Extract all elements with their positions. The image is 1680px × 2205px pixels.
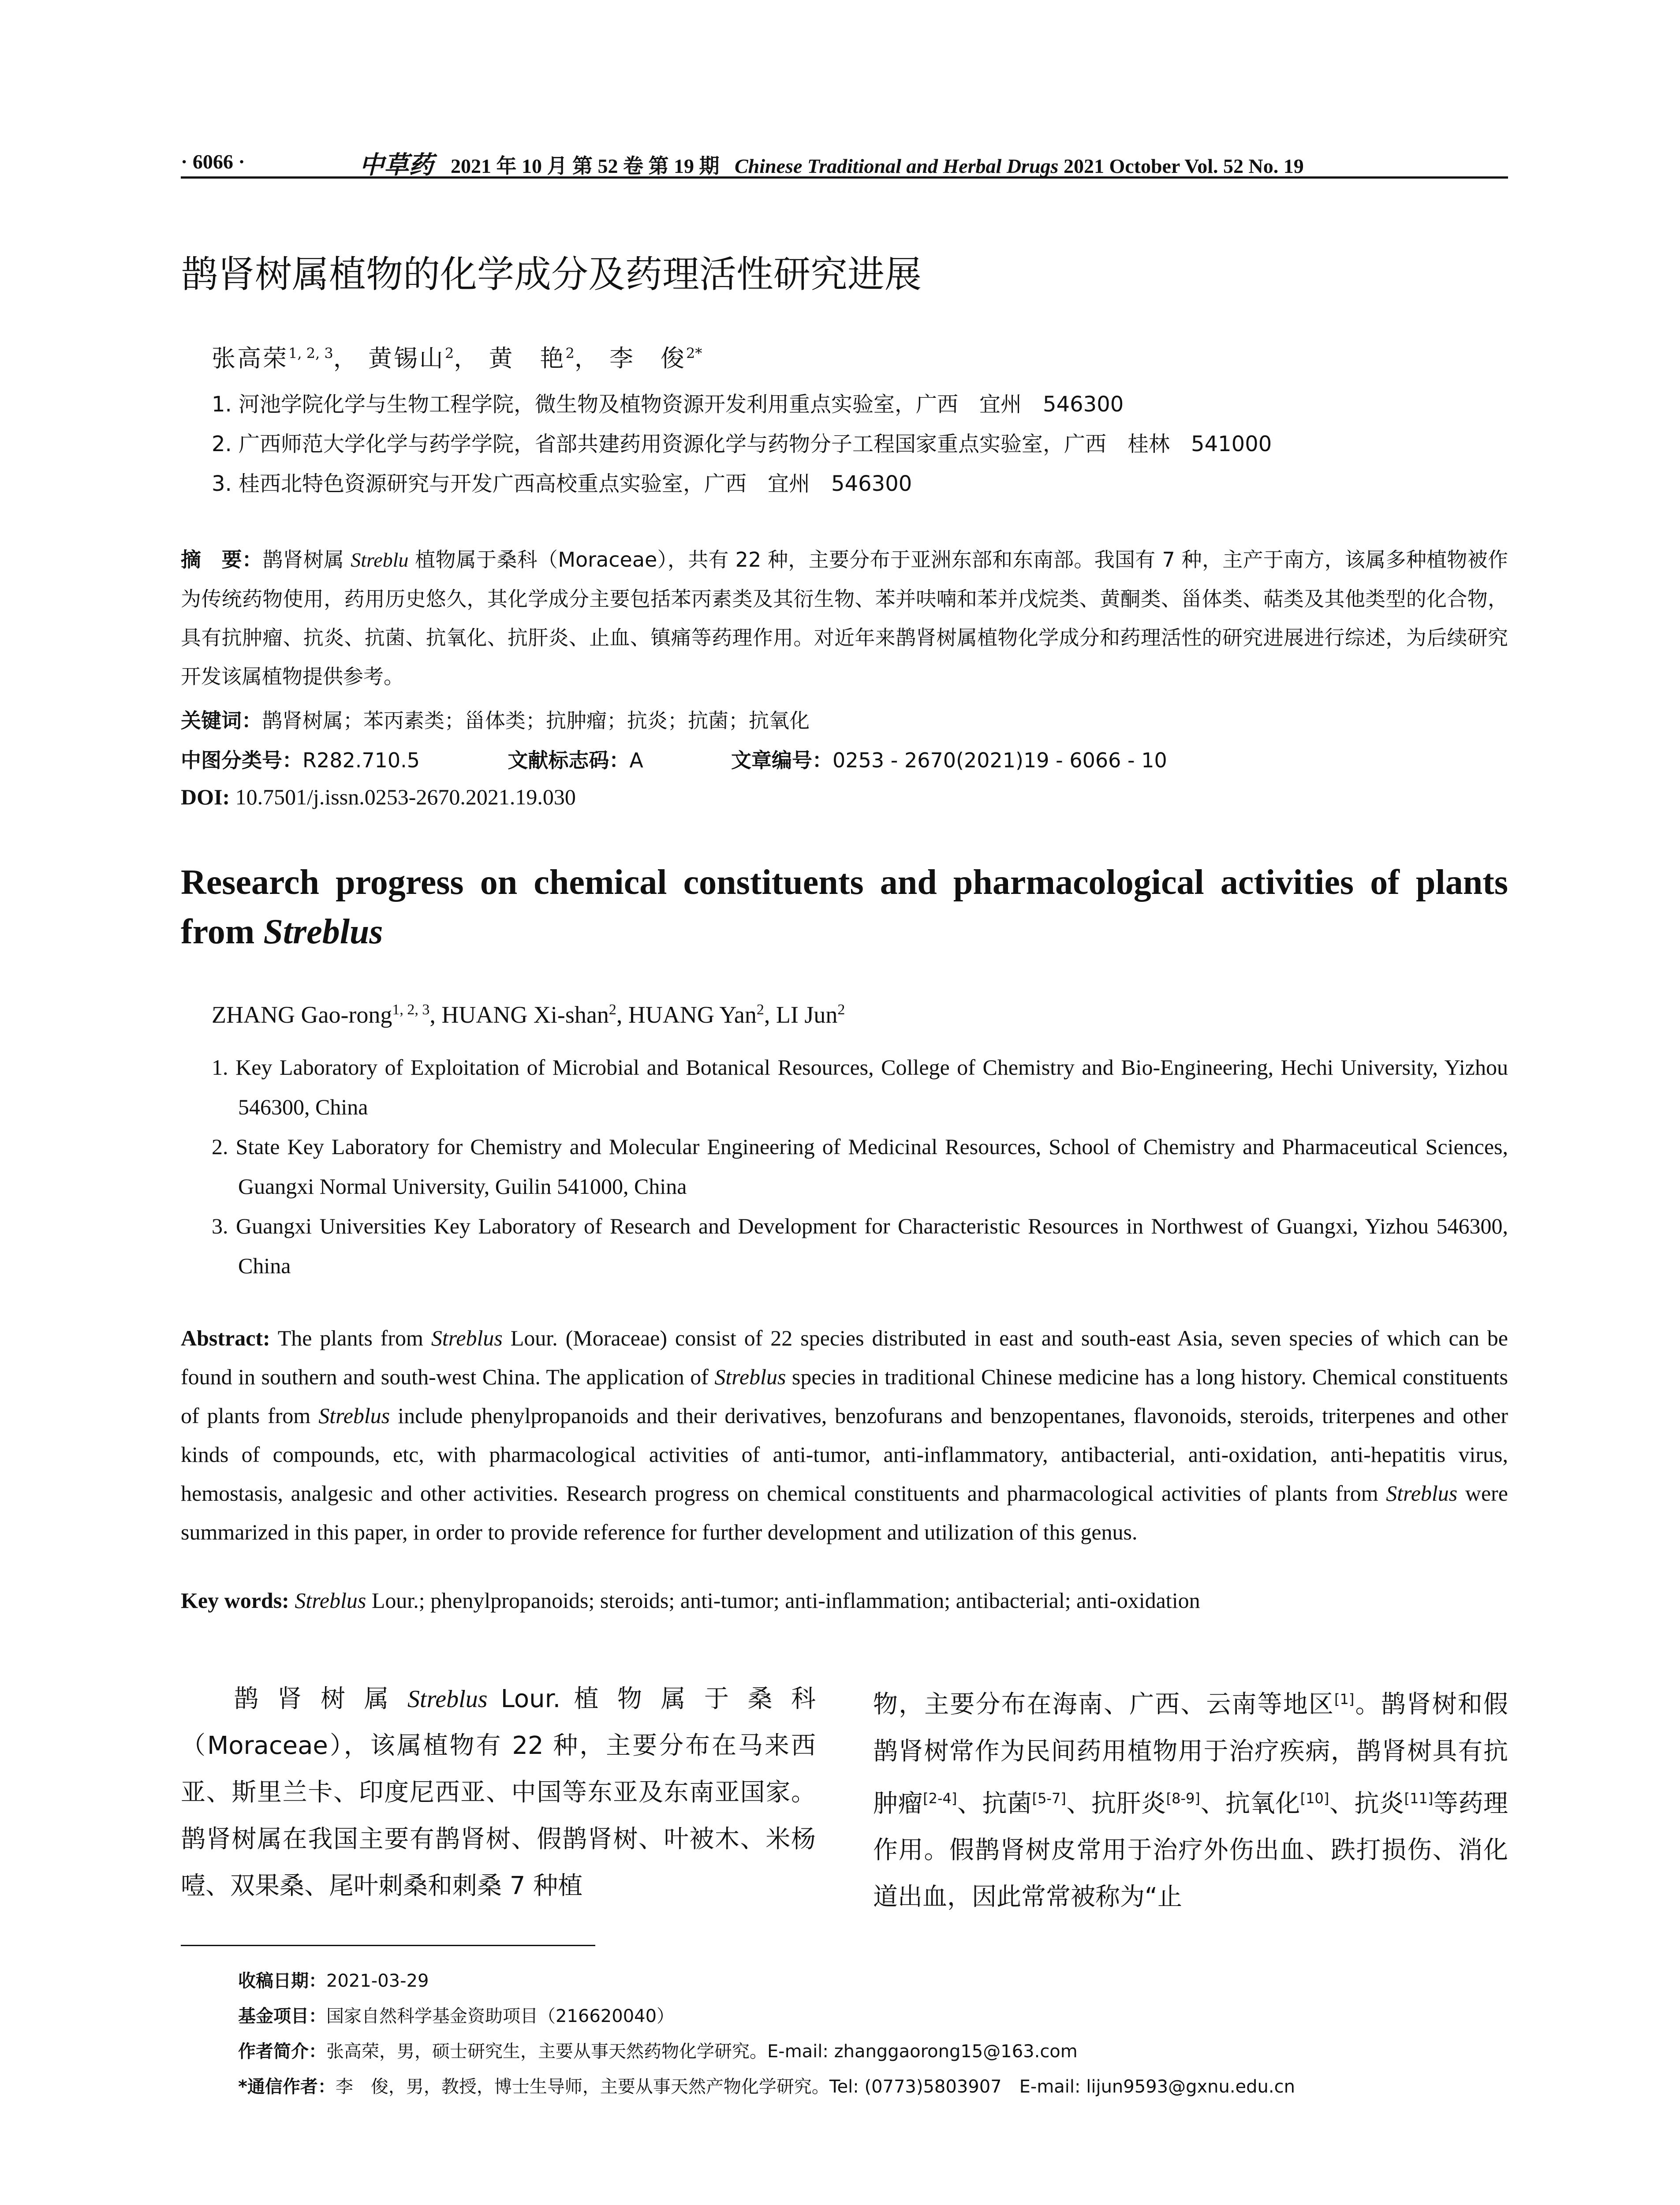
doi-value: 10.7501/j.issn.0253-2670.2021.19.030: [230, 785, 576, 809]
body-text: 、抗炎: [1329, 1789, 1404, 1818]
footnote-label: 作者简介：: [238, 2041, 326, 2062]
footnote-text: 李 俊，男，教授，博士生导师，主要从事天然产物化学研究。Tel: (0773)5803907 E-mail: lijun9593@gxnu.edu.cn: [335, 2077, 1295, 2097]
abstract-label-cn: 摘 要：: [181, 548, 263, 572]
footnote-label: 收稿日期：: [238, 1971, 326, 1991]
genus-name: Streblus: [1386, 1481, 1458, 1506]
article-title-en: [181, 858, 1508, 957]
affiliation-cn: 1. 河池学院化学与生物工程学院，微生物及植物资源开发利用重点实验室，广西 宜州 546300: [212, 392, 1124, 417]
author-affil-sup: 1, 2, 3: [288, 345, 333, 362]
author-name: 黄 艳: [489, 344, 566, 372]
footnote-fund: [238, 2002, 674, 2027]
footnote-text: 2021-03-29: [326, 1971, 429, 1991]
body-text: 。鹊肾树和假鹊肾树常作为民间药用植物用于治疗疾病，鹊肾树具有抗肿瘤: [873, 1690, 1508, 1818]
article-no-label: 文章编号：: [731, 748, 833, 772]
author-affil-sup: 1, 2, 3: [392, 1002, 430, 1018]
title-text-en: Research progress on chemical constituents and pharmacological activities of plants from: [181, 863, 1508, 951]
abstract-en: [181, 1319, 1508, 1551]
journal-name-cn: 中草药: [359, 150, 433, 179]
affiliation-cn: 3. 桂西北特色资源研究与开发广西高校重点实验室，广西 宜州 546300: [212, 471, 912, 496]
keywords-en: [181, 1588, 1200, 1613]
keywords-label-en: Key words:: [181, 1588, 289, 1613]
abstract-text: 植物属于桑科（Moraceae），共有 22 种，主要分布于亚洲东部和东南部。我国有 7 种，主产于南方，该属多种植物被作为传统药物使用，药用历史悠久，其化学成分主要包括苯丙素类及其衍生物、苯并呋喃和苯并戊烷类、黄酮类、甾体类、萜类及其他类型的化合物，具有抗肿瘤、抗炎、抗菌、抗氧化、抗肝炎、止血、镇痛等药理作用。对近年来鹊肾树属植物化学成分和药理活性的研究进展进行综述，为后续研究开发该属植物提供参考。: [181, 548, 1508, 688]
keywords-cn: [181, 705, 810, 734]
doi-line: [181, 784, 576, 810]
body-column-right: [873, 1676, 1508, 1921]
body-text: 等药理作用。假鹊肾树皮常用于治疗外伤出血、跌打损伤、消化道出血，因此常常被称为“止: [873, 1789, 1508, 1912]
abstract-cn: [181, 540, 1508, 696]
running-header: [181, 146, 1504, 181]
affiliation-en: 3. Guangxi Universities Key Laboratory of Research and Development for Characteristic Resources in Northwest of Guangxi, Yizhou 546300, China: [212, 1214, 1508, 1278]
genus-name: Streblus: [318, 1403, 390, 1428]
footnote-label: 基金项目：: [238, 2006, 326, 2026]
genus-name: Streblus: [431, 1326, 503, 1350]
author-affil-sup: 2: [444, 345, 454, 362]
body-text: 鹊 肾 树 属: [234, 1685, 408, 1713]
affiliation-en: 1. Key Laboratory of Exploitation of Microbial and Botanical Resources, College of Chemistry and Bio-Engineering, Hechi University, Yizhou 546300, China: [212, 1055, 1508, 1119]
article-no-value: 0253 - 2670(2021)19 - 6066 - 10: [833, 748, 1167, 772]
citation-ref: [10]: [1300, 1790, 1329, 1807]
body-text: 物，主要分布在海南、广西、云南等地区: [873, 1690, 1335, 1719]
page-number: · 6066 ·: [181, 150, 245, 173]
author-name: LI Jun: [776, 1002, 838, 1028]
author-name: 张高荣: [212, 344, 288, 372]
classification-line: [181, 744, 1167, 774]
footnote-label: *通信作者：: [238, 2077, 336, 2097]
author-affil-sup: 2*: [686, 345, 702, 362]
author-affil-sup: 2: [565, 345, 575, 362]
authors-cn: 张高荣$^{1, 2, 3}$， 黄锡山$^2$， 黄 艳$^2$， 李 俊$^{2*}$: [212, 344, 702, 372]
citation-ref: [2-4]: [923, 1790, 957, 1807]
journal-name-en: Chinese Traditional and Herbal Drugs: [735, 155, 1059, 177]
author-name: HUANG Xi-shan: [441, 1002, 609, 1028]
clc-label: 中图分类号：: [181, 748, 302, 772]
abstract-text: species in traditional Chinese medicine has a long history. Chemical constituents of plants from: [181, 1364, 1508, 1428]
issue-cn: 2021 年 10 月 第 52 卷 第 19 期: [451, 155, 720, 177]
affiliation-en: 2. State Key Laboratory for Chemistry and Molecular Engineering of Medicinal Resources, School of Chemistry and Pharmaceutical Sciences, Guangxi Normal University, Guilin 541000, China: [212, 1134, 1508, 1199]
author-name: 黄锡山: [368, 344, 445, 372]
author-name: ZHANG Gao-rong: [212, 1002, 392, 1028]
doi-label: DOI:: [181, 785, 230, 809]
abstract-text: The plants from: [270, 1326, 431, 1350]
keywords-label-cn: 关键词：: [181, 709, 262, 733]
footnote-author-bio: [238, 2037, 1078, 2063]
genus-name: Streblus: [295, 1588, 366, 1613]
abstract-label-en: Abstract:: [181, 1326, 270, 1350]
journal-issue-info: [451, 150, 1304, 179]
keywords-text-cn: 鹊肾树属；苯丙素类；甾体类；抗肿瘤；抗炎；抗菌；抗氧化: [262, 709, 810, 733]
citation-ref: [5-7]: [1032, 1790, 1066, 1807]
author-affil-sup: 2: [609, 1002, 616, 1018]
abstract-text: 鹊肾树属: [262, 548, 351, 572]
body-text: 、抗肝炎: [1066, 1789, 1166, 1818]
genus-name: Streblus: [263, 912, 383, 951]
author-name: 李 俊: [609, 344, 686, 372]
doc-code-label: 文献标志码：: [508, 748, 630, 772]
genus-name: Streblus: [714, 1364, 786, 1389]
abstract-text: include phenylpropanoids and their derivatives, benzofurans and benzopentanes, flavonoids, steroids, triterpenes and other kinds of compounds, etc, with pharmacological activities of anti-tumor, anti-inflammatory, antibacterial, anti-oxidation, anti-hepatitis virus, hemostasis, analgesic and other activities. Research progress on chemical constituents and pharmacological activities of plants from: [181, 1403, 1508, 1506]
footnote-received: [238, 1967, 429, 1992]
body-text: Lour. 植 物 属 于 桑 科（Moraceae），该属植物有 22 种，主要分布在马来西亚、斯里兰卡、印度尼西亚、中国等东亚及东南亚国家。鹊肾树属在我国主要有鹊肾树、假鹊肾树、叶被木、米杨噎、双果桑、尾叶刺桑和刺桑 7 种植: [181, 1685, 816, 1900]
doc-code-value: A: [629, 748, 643, 772]
author-name: HUANG Yan: [628, 1002, 757, 1028]
footnote-text: 张高荣，男，硕士研究生，主要从事天然药物化学研究。E-mail: zhanggaorong15@163.com: [326, 2041, 1078, 2062]
citation-ref: [1]: [1334, 1691, 1355, 1708]
citation-ref: [11]: [1404, 1790, 1434, 1807]
citation-ref: [8-9]: [1166, 1790, 1200, 1807]
keywords-text-en: Lour.; phenylpropanoids; steroids; anti-tumor; anti-inflammation; antibacterial; anti-oxidation: [366, 1588, 1200, 1613]
author-affil-sup: 2: [837, 1002, 845, 1018]
body-text: 、抗氧化: [1200, 1789, 1300, 1818]
header-rule: [181, 176, 1508, 179]
body-column-left: [181, 1676, 816, 1910]
affiliation-cn: 2. 广西师范大学化学与药学学院，省部共建药用资源化学与药物分子工程国家重点实验室，广西 桂林 541000: [212, 432, 1272, 456]
footnote-corresponding: [238, 2073, 1295, 2098]
abstract-text: were summarized in this paper, in order to provide reference for further development and utilization of this genus.: [181, 1481, 1508, 1544]
authors-en: ZHANG Gao-rong$^{1, 2, 3}$, HUANG Xi-shan$^2$, HUANG Yan$^2$, LI Jun$^2$: [212, 1002, 845, 1028]
genus-name: Streblu: [351, 549, 409, 571]
author-affil-sup: 2: [756, 1002, 764, 1018]
footnote-text: 国家自然科学基金资助项目（216620040）: [326, 2006, 675, 2026]
abstract-text: Lour. (Moraceae) consist of 22 species distributed in east and south-east Asia, seven species of which can be found in southern and south-west China. The application of: [181, 1326, 1508, 1389]
issue-en: 2021 October Vol. 52 No. 19: [1063, 155, 1304, 177]
clc-value: R282.710.5: [302, 748, 420, 772]
genus-name: Streblus: [407, 1686, 488, 1713]
footnote-rule: [181, 1945, 595, 1946]
article-title-cn: 鹊肾树属植物的化学成分及药理活性研究进展: [181, 253, 922, 296]
body-text: 、抗菌: [957, 1789, 1032, 1818]
